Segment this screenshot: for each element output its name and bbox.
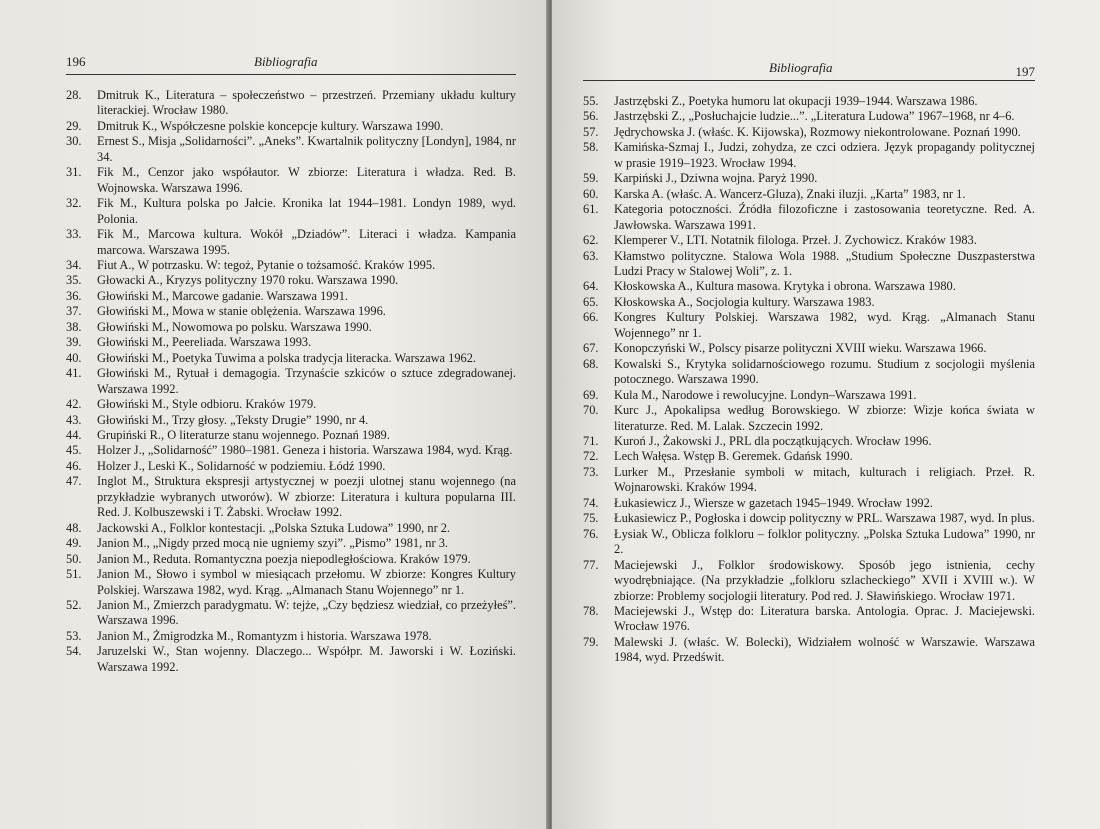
- entry-number: 35.: [66, 273, 82, 288]
- bibliography-entry: [66, 227, 516, 258]
- page-number: 196: [66, 54, 86, 69]
- entry-number: 68.: [583, 356, 599, 371]
- right-page: [552, 0, 1100, 829]
- bibliography-entry: [583, 527, 1035, 558]
- entry-number: 61.: [583, 202, 599, 217]
- entry-text: Maciejewski J., Folklor środowiskowy. Sposób jego istnienia, cechy wyodrębniające. (Na przykładzie „folkloru szlacheckiego” XVII i XVIII w.). W zbiorze: Problemy socjologii literatury. Pod red. J. Sławińskiego. Wrocław 1971.: [614, 557, 1035, 603]
- entry-number: 52.: [66, 597, 82, 612]
- bibliography-entry: [583, 635, 1035, 666]
- entry-number: 56.: [583, 109, 599, 124]
- entry-text: Głowiński M., Peereliada. Warszawa 1993.: [97, 335, 312, 350]
- entry-number: 39.: [66, 335, 82, 350]
- entry-text: Kłamstwo polityczne. Stalowa Wola 1988. „Studium Społeczne Duszpasterstwa Ludzi Pracy w Stalowej Woli”, z. 1.: [614, 248, 1035, 278]
- entry-number: 79.: [583, 634, 599, 649]
- entry-number: 64.: [583, 279, 599, 294]
- entry-number: 78.: [583, 603, 599, 618]
- bibliography-entry: [66, 88, 516, 119]
- entry-number: 66.: [583, 310, 599, 325]
- entry-number: 62.: [583, 233, 599, 248]
- bibliography-entry: [66, 474, 516, 520]
- bibliography-entry: [583, 357, 1035, 388]
- entry-text: Jastrzębski Z., Poetyka humoru lat okupacji 1939–1944. Warszawa 1986.: [614, 94, 978, 108]
- entry-text: Grupiński R., O literaturze stanu wojennego. Poznań 1989.: [97, 427, 390, 442]
- entry-text: Dmitruk K., Literatura – społeczeństwo – przestrzeń. Przemiany układu kultury literackiej. Wrocław 1980.: [97, 88, 516, 118]
- entry-text: Jaruzelski W., Stan wojenny. Dlaczego... Współpr. M. Jaworski i W. Łoziński. Warszawa 1992.: [97, 644, 516, 674]
- entry-number: 59.: [583, 171, 599, 186]
- bibliography-entry: [66, 134, 516, 165]
- bibliography-entry: [66, 335, 516, 350]
- entry-text: Karpiński J., Dziwna wojna. Paryż 1990.: [614, 171, 818, 186]
- bibliography-entry: [66, 289, 516, 304]
- entry-number: 51.: [66, 567, 82, 582]
- entry-number: 33.: [66, 227, 82, 242]
- entry-number: 74.: [583, 495, 599, 510]
- bibliography-list-left: [66, 88, 516, 675]
- entry-text: Łukasiewicz J., Wiersze w gazetach 1945–1949. Wrocław 1992.: [614, 495, 933, 510]
- entry-number: 55.: [583, 94, 599, 108]
- entry-text: Kula M., Narodowe i rewolucyjne. Londyn–Warszawa 1991.: [614, 387, 917, 402]
- entry-text: Fik M., Kultura polska po Jałcie. Kronika lat 1944–1981. Londyn 1989, wyd. Polonia.: [97, 196, 516, 226]
- bibliography-entry: [583, 310, 1035, 341]
- entry-text: Fiut A., W potrzasku. W: tegoż, Pytanie o tożsamość. Kraków 1995.: [97, 257, 436, 272]
- bibliography-entry: [583, 140, 1035, 171]
- entry-number: 32.: [66, 196, 82, 211]
- entry-text: Fik M., Marcowa kultura. Wokół „Dziadów”. Literaci i władza. Kampania marcowa. Warszawa 1995.: [97, 227, 516, 257]
- entry-text: Głowiński M., Nowomowa po polsku. Warszawa 1990.: [97, 319, 372, 334]
- entry-text: Łukasiewicz P., Pogłoska i dowcip polityczny w PRL. Warszawa 1987, wyd. In plus.: [614, 511, 1035, 526]
- entry-number: 57.: [583, 124, 599, 139]
- entry-text: Janion M., Słowo i symbol w miesiącach przełomu. W zbiorze: Kongres Kultury Polskiej. Warszawa 1982, wyd. Krąg. „Almanach Stanu Wojennego” nr 1.: [97, 567, 516, 597]
- entry-text: Głowiński M., Rytuał i demagogia. Trzynaście szkiców o sztuce zdegradowanej. Warszawa 1992.: [97, 366, 516, 396]
- bibliography-entry: [583, 434, 1035, 449]
- entry-text: Malewski J. (właśc. W. Bolecki), Widziałem wolność w Warszawie. Warszawa 1984, wyd. Przedświt.: [614, 634, 1035, 665]
- entry-text: Konopczyński W., Polscy pisarze polityczni XVIII wieku. Warszawa 1966.: [614, 341, 987, 356]
- bibliography-entry: [583, 202, 1035, 233]
- bibliography-entry: [66, 629, 516, 644]
- entry-number: 37.: [66, 304, 82, 319]
- entry-text: Kuroń J., Żakowski J., PRL dla początkujących. Wrocław 1996.: [614, 433, 932, 448]
- entry-number: 54.: [66, 644, 82, 659]
- bibliography-entry: [583, 279, 1035, 294]
- left-page: [0, 0, 548, 829]
- entry-text: Dmitruk K., Współczesne polskie koncepcje kultury. Warszawa 1990.: [97, 118, 444, 133]
- bibliography-entry: [66, 413, 516, 428]
- bibliography-entry: [66, 598, 516, 629]
- bibliography-entry: [66, 165, 516, 196]
- entry-text: Jackowski A., Folklor kontestacji. „Polska Sztuka Ludowa” 1990, nr 2.: [97, 520, 451, 535]
- bibliography-entry: [583, 449, 1035, 464]
- entry-text: Janion M., Żmigrodzka M., Romantyzm i historia. Warszawa 1978.: [97, 628, 432, 643]
- entry-number: 34.: [66, 257, 82, 272]
- entry-number: 49.: [66, 536, 82, 551]
- entry-number: 60.: [583, 186, 599, 201]
- entry-text: Klemperer V., LTI. Notatnik filologa. Przeł. J. Zychowicz. Kraków 1983.: [614, 233, 977, 248]
- entry-number: 30.: [66, 134, 82, 149]
- bibliography-entry: [583, 465, 1035, 496]
- running-title: Bibliografia: [254, 54, 318, 69]
- bibliography-entry: [66, 366, 516, 397]
- entry-number: 63.: [583, 248, 599, 263]
- entry-number: 36.: [66, 288, 82, 303]
- entry-text: Kłoskowska A., Kultura masowa. Krytyka i obrona. Warszawa 1980.: [614, 279, 956, 294]
- bibliography-entry: [66, 397, 516, 412]
- entry-number: 75.: [583, 511, 599, 526]
- bibliography-entry: [66, 320, 516, 335]
- entry-number: 77.: [583, 557, 599, 572]
- bibliography-entry: [66, 119, 516, 134]
- entry-number: 73.: [583, 464, 599, 479]
- bibliography-entry: [583, 511, 1035, 526]
- entry-text: Kowalski S., Krytyka solidarnościowego rozumu. Studium z socjologii myślenia potocznego. Warszawa 1990.: [614, 356, 1035, 387]
- entry-text: Głowiński M., Marcowe gadanie. Warszawa 1991.: [97, 288, 348, 303]
- entry-number: 70.: [583, 403, 599, 418]
- entry-number: 67.: [583, 341, 599, 356]
- entry-text: Łysiak W., Oblicza folkloru – folklor polityczny. „Polska Sztuka Ludowa” 1990, nr 2.: [614, 526, 1035, 557]
- entry-text: Kłoskowska A., Socjologia kultury. Warszawa 1983.: [614, 294, 875, 309]
- bibliography-entry: [583, 604, 1035, 635]
- entry-text: Janion M., „Nigdy przed mocą nie ugniemy szyi”. „Pismo” 1981, nr 3.: [97, 536, 448, 551]
- entry-number: 65.: [583, 294, 599, 309]
- entry-text: Holzer J., Leski K., Solidarność w podziemiu. Łódź 1990.: [97, 458, 386, 473]
- bibliography-entry: [583, 94, 1035, 109]
- bibliography-entry: [66, 567, 516, 598]
- bibliography-entry: [583, 295, 1035, 310]
- entry-text: Głowiński M., Style odbioru. Kraków 1979.: [97, 397, 317, 412]
- entry-text: Kategoria potoczności. Źródła filozoficzne i zastosowania teoretyczne. Red. A. Jawłowska. Warszawa 1991.: [614, 202, 1035, 232]
- running-title: Bibliografia: [769, 60, 833, 75]
- bibliography-entry: [583, 496, 1035, 511]
- entry-text: Ernest S., Misja „Solidarności”. „Aneks”. Kwartalnik polityczny [Londyn], 1984, nr 34.: [97, 134, 516, 164]
- entry-number: 47.: [66, 474, 82, 489]
- bibliography-entry: [583, 125, 1035, 140]
- entry-number: 45.: [66, 443, 82, 458]
- entry-number: 50.: [66, 551, 82, 566]
- bibliography-entry: [66, 443, 516, 458]
- entry-number: 58.: [583, 140, 599, 155]
- bibliography-entry: [66, 552, 516, 567]
- entry-text: Lurker M., Przesłanie symboli w mitach, kulturach i religiach. Przeł. R. Wojnarowski. Kraków 1994.: [614, 464, 1035, 495]
- bibliography-entry: [66, 459, 516, 474]
- entry-text: Kurc J., Apokalipsa według Borowskiego. W zbiorze: Wizje końca świata w literaturze. Red. M. Lalak. Szczecin 1992.: [614, 403, 1035, 433]
- page-number: 197: [1015, 64, 1035, 79]
- bibliography-entry: [583, 187, 1035, 202]
- bibliography-entry: [66, 536, 516, 551]
- entry-number: 44.: [66, 427, 82, 442]
- bibliography-entry: [66, 196, 516, 227]
- entry-number: 38.: [66, 319, 82, 334]
- entry-number: 76.: [583, 526, 599, 541]
- left-page-header: [66, 52, 516, 75]
- entry-text: Głowacki A., Kryzys polityczny 1970 roku. Warszawa 1990.: [97, 273, 399, 288]
- entry-text: Jędrychowska J. (właśc. K. Kijowska), Rozmowy niekontrolowane. Poznań 1990.: [614, 124, 1021, 139]
- entry-number: 40.: [66, 350, 82, 365]
- entry-text: Kongres Kultury Polskiej. Warszawa 1982, wyd. Krąg. „Almanach Stanu Wojennego” nr 1.: [614, 310, 1035, 340]
- bibliography-list-right: [583, 94, 1035, 666]
- entry-number: 53.: [66, 628, 82, 643]
- entry-text: Jastrzębski Z., „Posłuchajcie ludzie...”. „Literatura Ludowa” 1967–1968, nr 4–6.: [614, 109, 1015, 124]
- entry-number: 72.: [583, 449, 599, 464]
- entry-number: 29.: [66, 118, 82, 133]
- bibliography-entry: [583, 341, 1035, 356]
- entry-number: 41.: [66, 366, 82, 381]
- bibliography-entry: [66, 351, 516, 366]
- bibliography-entry: [583, 388, 1035, 403]
- bibliography-entry: [66, 304, 516, 319]
- bibliography-entry: [583, 558, 1035, 604]
- entry-text: Głowiński M., Trzy głosy. „Teksty Drugie” 1990, nr 4.: [97, 412, 369, 427]
- bibliography-entry: [583, 109, 1035, 124]
- bibliography-entry: [66, 258, 516, 273]
- entry-number: 46.: [66, 458, 82, 473]
- entry-text: Lech Wałęsa. Wstęp B. Geremek. Gdańsk 1990.: [614, 449, 853, 464]
- entry-text: Holzer J., „Solidarność” 1980–1981. Geneza i historia. Warszawa 1984, wyd. Krąg.: [97, 443, 513, 458]
- entry-number: 42.: [66, 397, 82, 412]
- entry-text: Janion M., Reduta. Romantyczna poezja niepodległościowa. Kraków 1979.: [97, 551, 471, 566]
- entry-number: 28.: [66, 88, 82, 102]
- bibliography-entry: [66, 644, 516, 675]
- bibliography-entry: [66, 273, 516, 288]
- right-page-header: [583, 58, 1035, 81]
- entry-text: Głowiński M., Poetyka Tuwima a polska tradycja literacka. Warszawa 1962.: [97, 350, 477, 365]
- entry-number: 71.: [583, 433, 599, 448]
- bibliography-entry: [66, 428, 516, 443]
- entry-number: 69.: [583, 387, 599, 402]
- bibliography-entry: [583, 233, 1035, 248]
- bibliography-entry: [583, 249, 1035, 280]
- bibliography-entry: [583, 403, 1035, 434]
- entry-text: Inglot M., Struktura ekspresji artystycznej w poezji ulotnej stanu wojennego (na przykładzie wybranych utworów). W zbiorze: Literatura i kultura popularna III. Red. J. Kolbuszewski i T. Żabski. Wrocław 1992.: [97, 474, 516, 520]
- entry-number: 43.: [66, 412, 82, 427]
- entry-text: Głowiński M., Mowa w stanie oblężenia. Warszawa 1996.: [97, 304, 386, 319]
- entry-text: Kamińska-Szmaj I., Judzi, zohydza, ze czci odziera. Język propagandy politycznej w prasie 1919–1923. Wrocław 1994.: [614, 140, 1035, 170]
- entry-text: Janion M., Zmierzch paradygmatu. W: tejże, „Czy będziesz wiedział, co przeżyłeś”. Warszawa 1996.: [97, 597, 516, 628]
- entry-number: 31.: [66, 165, 82, 180]
- bibliography-entry: [66, 521, 516, 536]
- entry-number: 48.: [66, 520, 82, 535]
- entry-text: Fik M., Cenzor jako współautor. W zbiorze: Literatura i władza. Red. B. Wojnowska. Warszawa 1996.: [97, 165, 516, 195]
- entry-text: Maciejewski J., Wstęp do: Literatura barska. Antologia. Oprac. J. Maciejewski. Wrocław 1976.: [614, 603, 1035, 634]
- entry-text: Karska A. (właśc. A. Wancerz-Gluza), Znaki iluzji. „Karta” 1983, nr 1.: [614, 186, 966, 201]
- bibliography-entry: [583, 171, 1035, 186]
